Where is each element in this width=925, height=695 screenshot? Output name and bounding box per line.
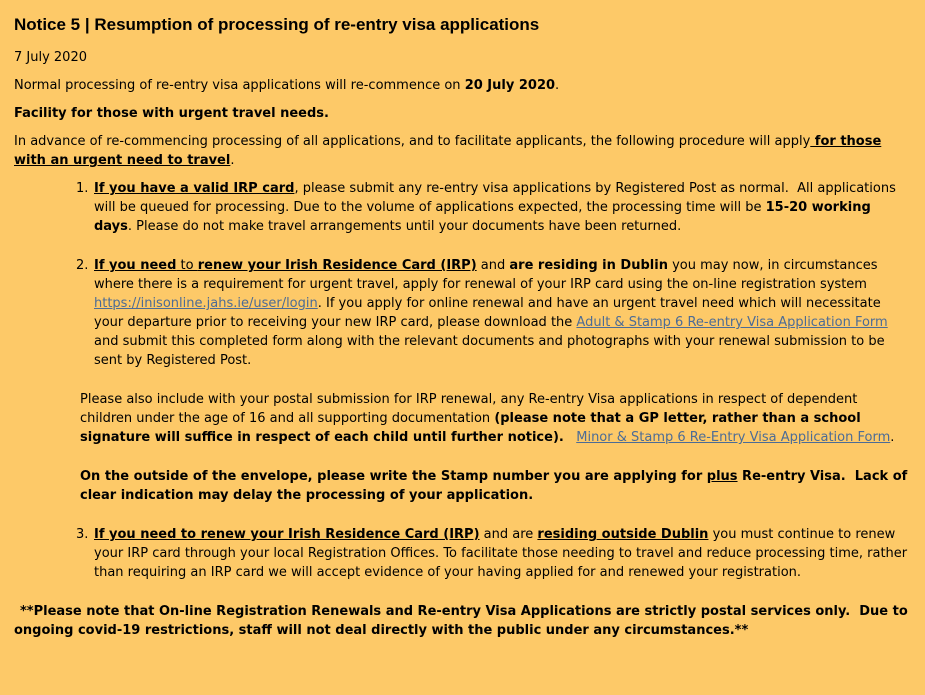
text-run: Facility for those with urgent travel needs. xyxy=(14,106,329,121)
text-run: If you need to renew your Irish Residence Card (IRP) xyxy=(94,527,480,542)
minor-stamp6-form-link[interactable]: Minor & Stamp 6 Re-Entry Visa Application Form xyxy=(576,430,891,445)
text-run: residing outside Dublin xyxy=(537,527,709,542)
text-run: (please note that a GP letter, rather than a school signature will suffice in respect of each child until further notice). xyxy=(80,411,861,445)
text-run: . xyxy=(230,153,235,168)
notice-date: 7 July 2020 xyxy=(14,50,87,65)
text-run: . Please do not make travel arrangements until your documents have been returned. xyxy=(127,219,682,234)
text-run: On the outside of the envelope, please write the Stamp number you are applying for xyxy=(80,469,707,484)
inisonline-login-link[interactable]: https://inisonline.jahs.ie/user/login xyxy=(94,296,318,311)
text-run xyxy=(564,430,576,445)
text-run: . xyxy=(555,78,560,93)
text-run: you may now, in circumstances where there is a requirement for urgent travel, apply for renewal of your IRP card using the on-line registration system xyxy=(94,258,878,292)
list-item-text xyxy=(94,525,910,582)
text-run: , please submit any re-entry visa applications by Registered Post as normal. All applications will be queued for processing. Due to the volume of applications expected, the processing time will be xyxy=(94,181,896,215)
list-item-text xyxy=(94,179,910,236)
text-run: Please also include with your postal submission for IRP renewal, any Re-entry Visa applications in respect of dependent children under the age of 16 and all supporting documentation xyxy=(80,392,858,426)
list-item-text xyxy=(94,256,910,370)
adult-stamp6-form-link[interactable]: Adult & Stamp 6 Re-entry Visa Application Form xyxy=(576,315,888,330)
facility-heading xyxy=(14,104,910,123)
text-run: plus xyxy=(706,469,738,484)
procedure-paragraph xyxy=(14,132,910,170)
text-run: you must continue to renew your IRP card through your local Registration Offices. To facilitate those needing to travel and reduce processing time, rather than requiring an IRP card we will accept evidence of your having applied for and renewed your registration. xyxy=(94,527,908,580)
text-run: 15-20 working days xyxy=(94,200,871,234)
notice-body xyxy=(14,76,910,640)
text-run: 20 July 2020 xyxy=(464,78,556,93)
text-run: for those with an urgent need to travel xyxy=(14,134,882,168)
text-run: If you have a valid IRP card xyxy=(94,181,295,196)
text-run: to xyxy=(176,258,198,273)
text-run: . xyxy=(890,430,895,445)
text-run: and submit this completed form along with the relevant documents and photographs with your renewal submission to be sent by Registered Post. xyxy=(94,334,885,368)
text-run: . If you apply for online renewal and have an urgent travel need which will necessitate your departure prior to receiving your new IRP card, please download the xyxy=(94,296,881,330)
list-number: 3. xyxy=(76,527,89,542)
list-number: 2. xyxy=(76,258,89,273)
item-renew-irp-outside-dublin xyxy=(14,525,910,582)
item-valid-irp-card xyxy=(14,179,910,236)
text-run: and are xyxy=(479,527,538,542)
text-run: Normal processing of re-entry visa applications will re-commence on xyxy=(14,78,465,93)
text-run: are residing in Dublin xyxy=(509,258,668,273)
text-run: In advance of re-commencing processing of all applications, and to facilitate applicants, the following procedure will apply xyxy=(14,134,811,149)
text-run: Re-entry Visa. Lack of clear indication may delay the processing of your application. xyxy=(80,469,908,503)
item-renew-irp-dublin xyxy=(14,256,910,370)
envelope-instruction-paragraph xyxy=(80,467,910,505)
intro-paragraph xyxy=(14,76,910,95)
list-number: 1. xyxy=(76,181,89,196)
text-run: renew your Irish Residence Card (IRP) xyxy=(197,258,477,273)
text-run: **Please note that On-line Registration Renewals and Re-entry Visa Applications are strictly postal services only. Due to ongoing covid-19 restrictions, staff will not deal directly with the public under any circumstances.** xyxy=(14,604,908,638)
text-run: and xyxy=(476,258,510,273)
text-run: If you need xyxy=(94,258,177,273)
postal-only-footnote xyxy=(14,602,910,640)
notice-title: Notice 5 | Resumption of processing of re-entry visa applications xyxy=(14,15,540,34)
dependent-children-paragraph xyxy=(80,390,910,447)
